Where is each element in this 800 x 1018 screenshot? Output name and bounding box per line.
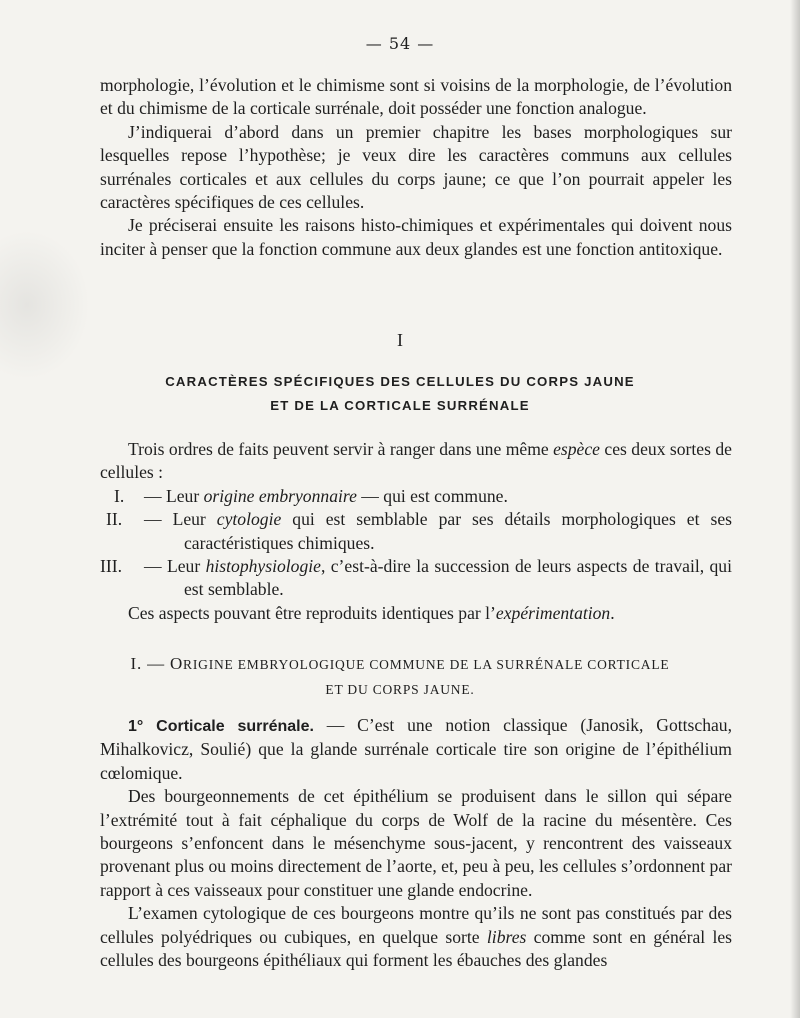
list-item-text: , c’est-à-dire la succession de leurs aspects de travail, qui est semblable.: [184, 556, 732, 600]
list-closing: [100, 602, 732, 625]
list-intro-emphasis: espèce: [553, 439, 600, 459]
list-intro-text: Trois ordres de faits peuvent servir à ranger dans une même: [128, 439, 554, 459]
body-text: L’examen cytologique de ces bourgeons montre qu’ils ne sont pas constitués par des cellules polyédriques ou cubiques, en quelque sorte: [100, 903, 732, 947]
subsection-heading: 1° Corticale surrénale.: [128, 718, 314, 735]
list-closing-text: .: [610, 602, 615, 623]
intro-paragraph: morphologie, l’évolution et le chimisme sont si voisins de la morphologie, de l’évolution et du chimisme de la corticale surrénale, doit posséder une fonction analogue.: [100, 75, 732, 119]
intro-block: [100, 74, 732, 261]
body-emphasis: libres: [486, 926, 527, 947]
list-item-emphasis: histophysiologie: [205, 556, 321, 577]
list-intro-text: ces deux sortes de cellules :: [100, 439, 732, 483]
section-prefix: I. —: [130, 654, 170, 673]
list-item-text: — Leur: [144, 485, 204, 506]
section-title-text: RIGINE EMBRYOLOGIQUE COMMUNE DE LA SURRÉNALE CORTICALE: [183, 657, 670, 672]
list-item-text: qui est semblable par ses détails morphologiques et ses caractéristiques chimiques.: [184, 509, 732, 553]
section-title-line-1: [0, 654, 800, 674]
list-closing-emphasis: expérimentation: [495, 602, 611, 623]
list-item-emphasis: cytologie: [216, 509, 282, 530]
section-initial: O: [169, 654, 184, 673]
list-item: [100, 485, 732, 508]
body-block: [100, 714, 732, 972]
intro-paragraph: Je préciserai ensuite les raisons histo-chimiques et expérimentales qui doivent nous inciter à penser que la fonction commune aux deux glandes est une fonction antitoxique.: [100, 215, 732, 259]
list-item: [100, 555, 732, 602]
intro-paragraph: J’indiquerai d’abord dans un premier chapitre les bases morphologiques sur lesquelles repose l’hypothèse; je veux dire les caractères communs aux cellules surrénales corticales et aux cellules du corps jaune; ce que l’on pourrait appeler les caractères spécifiques de ces cellules.: [100, 121, 732, 213]
body-paragraph: [100, 902, 732, 972]
list-item-label: III.: [100, 556, 122, 577]
list-item-text: — Leur: [144, 556, 206, 577]
list-intro: [100, 438, 732, 485]
body-text: — C’est une notion classique (Janosik, Gottschau, Mihalkovicz, Soulié) que la glande surrénale corticale tire son origine de l’épithélium cœlomique.: [100, 715, 733, 783]
body-text: comme sont en général les cellules des bourgeons épithéliaux qui forment les ébauches des glandes: [100, 926, 733, 971]
body-paragraph: [100, 714, 732, 785]
page-edge-shadow: [790, 0, 800, 1018]
list-block: [100, 438, 732, 625]
list-item-emphasis: origine embryonnaire: [203, 485, 357, 506]
chapter-title-line-2: ET DE LA CORTICALE SURRÉNALE: [270, 398, 530, 413]
section-title-line-2: ET DU CORPS JAUNE.: [325, 682, 475, 697]
list-item-label: II.: [106, 509, 123, 530]
list-closing-text: Ces aspects pouvant être reproduits identiques par l’: [128, 602, 496, 623]
list-item-label: I.: [114, 485, 125, 506]
chapter-numeral: I: [397, 330, 403, 350]
page-number: — 54 —: [365, 34, 435, 53]
chapter-title-line-1: CARACTÈRES SPÉCIFIQUES DES CELLULES DU CORPS JAUNE: [165, 374, 635, 389]
paper-stain: [0, 230, 90, 380]
list-item: [100, 508, 732, 555]
list-item-text: — Leur: [144, 509, 217, 530]
list-item-text: — qui est commune.: [356, 485, 508, 506]
body-paragraph: Des bourgeonnements de cet épithélium se produisent dans le sillon qui sépare l’extrémité tout à fait céphalique du corps de Wolf de la racine du mésentère. Ces bourgeons s’enfoncent dans le mésenchyme sous-jacent, y rencontrent des vaisseaux provenant plus ou moins directement de l’aorte, et, peu à peu, les cellules s’ordonnent par rapport à ces vaisseaux pour constituer une glande endocrine.: [100, 786, 732, 900]
